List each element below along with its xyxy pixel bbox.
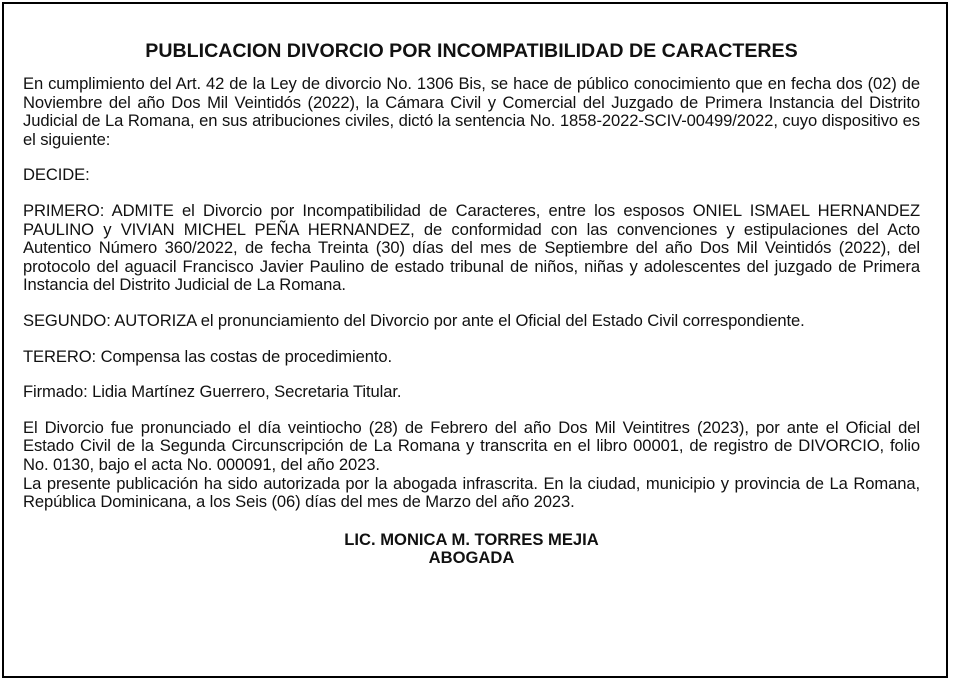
notice-title: PUBLICACION DIVORCIO POR INCOMPATIBILIDAD DE CARACTERES [145, 40, 798, 62]
firmado-paragraph: Firmado: Lidia Martínez Guerrero, Secretaria Titular. [23, 382, 402, 402]
autorizada-paragraph: La presente publicación ha sido autorizada por la abogada infrascrita. En la ciudad, municipio y provincia de La Romana, República Dominicana, a los Seis (06) días del mes de Marzo del año 2023. [23, 473, 920, 512]
signature-name: LIC. MONICA M. TORRES MEJIA [344, 529, 599, 549]
tercero-paragraph: TERERO: Compensa las costas de procedimiento. [23, 346, 393, 366]
intro-paragraph: En cumplimiento del Art. 42 de la Ley de divorcio No. 1306 Bis, se hace de público conocimiento que en fecha dos (02) de Noviembre del año Dos Mil Veintidós (2022), la Cámara Civil y Comercial del Juzgado de Primera Instancia del Distrito Judicial de La Romana, en sus atribuciones civiles, dictó la sentencia No. 1858-2022-SCIV-00499/2022, cuyo dispositivo es el siguiente: [23, 74, 920, 149]
primero-paragraph: PRIMERO: ADMITE el Divorcio por Incompatibilidad de Caracteres, entre los esposos ONIEL ISMAEL HERNANDEZ PAULINO y VIVIAN MICHEL PEÑA HERNANDEZ, de conformidad con las convenciones y estipulaciones del Acto Autentico Número 360/2022, de fecha Treinta (30) días del mes de Septiembre del año Dos Mil Veintidós (2022), del protocolo del aguacil Francisco Javier Paulino de estado tribunal de niños, niñas y adolescentes del juzgado de Primera Instancia del Distrito Judicial de La Romana. [23, 200, 920, 295]
pronunciado-paragraph: El Divorcio fue pronunciado el día veintiocho (28) de Febrero del año Dos Mil Veintitres (2023), por ante el Oficial del Estado Civil de la Segunda Circunscripción de La Romana y transcrita en el libro 00001, de registro de DIVORCIO, folio No. 0130, bajo el acta No. 000091, del año 2023. [23, 417, 920, 474]
legal-notice [2, 2, 948, 678]
signature-block [23, 531, 920, 568]
segundo-paragraph: SEGUNDO: AUTORIZA el pronunciamiento del Divorcio por ante el Oficial del Estado Civil correspondiente. [23, 310, 805, 330]
decide-heading: DECIDE: [23, 165, 90, 185]
signature-role: ABOGADA [428, 548, 515, 568]
